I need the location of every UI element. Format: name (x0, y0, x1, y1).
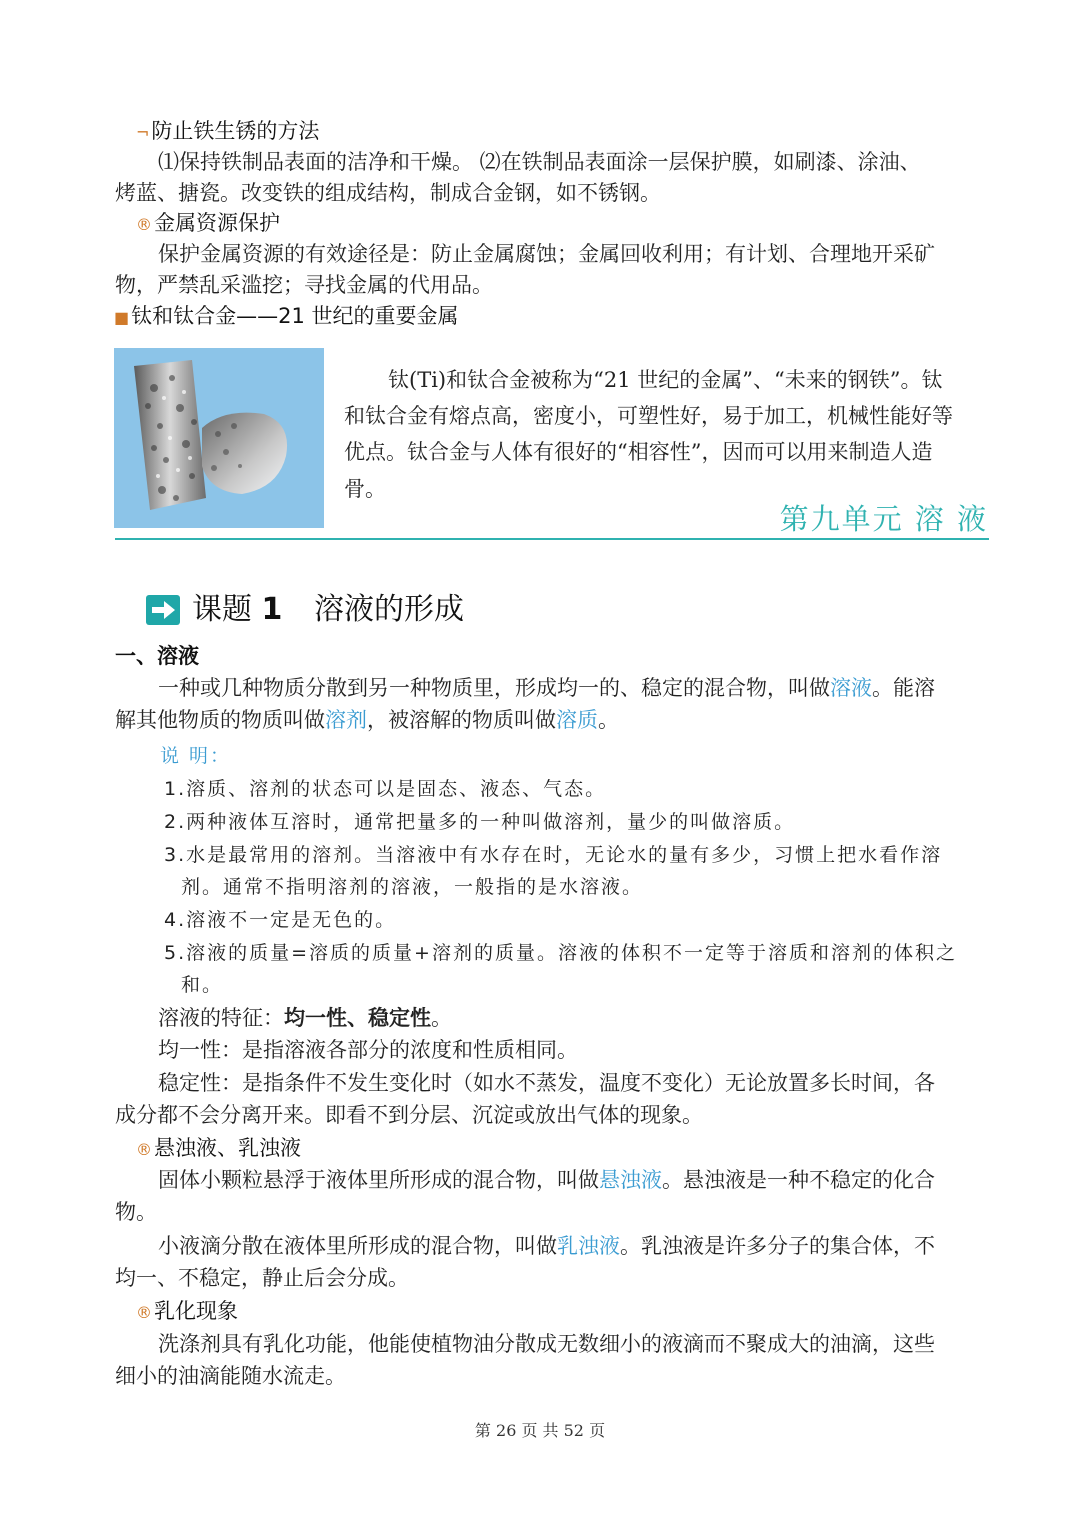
emulsify-line-1: 洗涤剂具有乳化功能，他能使植物油分散成无数细小的液滴而不聚成大的油滴，这些 (158, 1332, 935, 1356)
metal-protection-heading (136, 208, 280, 240)
stable-line-2: 成分都不会分离开来。即看不到分层、沉淀或放出气体的现象。 (115, 1103, 703, 1127)
section-marker: ® (136, 1140, 152, 1159)
suspension-text: 固体小颗粒悬浮于液体里所形成的混合物，叫做 (158, 1168, 599, 1192)
definition-line-2 (115, 704, 619, 736)
term-solvent: 溶剂 (325, 708, 367, 732)
suspension-line-1 (158, 1164, 935, 1196)
emulsify-heading (136, 1296, 238, 1328)
lesson-title (192, 588, 464, 632)
unit-divider (115, 538, 989, 540)
suspension-heading (136, 1133, 301, 1165)
term-emulsion: 乳浊液 (557, 1234, 620, 1258)
metal-protection-title: 金属资源保护 (154, 211, 280, 235)
section-marker: ® (136, 1303, 152, 1322)
emulsify-line-2: 细小的油滴能随水流走。 (115, 1364, 346, 1388)
section-marker: ® (136, 215, 152, 234)
suspension-line-2: 物。 (115, 1200, 157, 1224)
emulsion-text: 小液滴分散在液体里所形成的混合物，叫做 (158, 1234, 557, 1258)
suspension-text: 。悬浊液是一种不稳定的化合 (662, 1168, 935, 1192)
definition-line-1 (158, 672, 935, 704)
note-3a: 3.水是最常用的溶剂。当溶液中有水存在时，无论水的量有多少，习惯上把水看作溶 (164, 844, 943, 866)
feature-value: 均一性、稳定性 (284, 1006, 431, 1030)
note-label: 说 明： (160, 745, 232, 767)
rust-line-1: ⑴保持铁制品表面的洁净和干燥。 ⑵在铁制品表面涂一层保护膜，如刷漆、涂油、 (158, 150, 921, 174)
definition-text: ，被溶解的物质叫做 (367, 708, 556, 732)
section-marker: ■ (114, 308, 130, 327)
definition-text: 解其他物质的物质叫做 (115, 708, 325, 732)
titanium-sample-photo (114, 348, 324, 528)
note-5b: 和。 (181, 974, 224, 996)
term-solution: 溶液 (830, 676, 872, 700)
note-2: 2.两种液体互溶时，通常把量多的一种叫做溶剂，量少的叫做溶质。 (164, 811, 796, 833)
emulsify-title: 乳化现象 (154, 1299, 238, 1323)
rust-line-2: 烤蓝、搪瓷。改变铁的组成结构，制成合金钢，如不锈钢。 (115, 181, 661, 205)
lesson-name: 溶液的形成 (313, 592, 464, 627)
feature-line (158, 1002, 452, 1034)
note-3b: 剂。通常不指明溶剂的溶液，一般指的是水溶液。 (181, 876, 644, 898)
titanium-line-1: 钛(Ti)和钛合金被称为“21 世纪的金属”、“未来的钢铁”。钛 (388, 368, 943, 392)
feature-end: 。 (431, 1006, 452, 1030)
protect-line-1: 保护金属资源的有效途径是：防止金属腐蚀；金属回收利用；有计划、合理地开采矿 (158, 242, 935, 266)
rust-prevention-heading (136, 116, 319, 148)
emulsion-line-1 (158, 1230, 935, 1262)
titanium-heading (114, 301, 459, 333)
feature-label: 溶液的特征： (158, 1006, 284, 1030)
uniform-line: 均一性：是指溶液各部分的浓度和性质相同。 (158, 1038, 578, 1062)
lesson-number: 1 (261, 592, 283, 627)
suspension-title: 悬浊液、乳浊液 (154, 1136, 301, 1160)
titanium-line-2: 和钛合金有熔点高，密度小，可塑性好，易于加工，机械性能好等 (344, 404, 953, 428)
part1-title: 一、溶液 (115, 644, 199, 668)
emulsion-text: 。乳浊液是许多分子的集合体，不 (620, 1234, 935, 1258)
note-4: 4.溶液不一定是无色的。 (164, 909, 397, 931)
definition-text: 。能溶 (872, 676, 935, 700)
lesson-label: 课题 (192, 592, 252, 627)
term-suspension: 悬浊液 (599, 1168, 662, 1192)
unit-title: 第九单元 溶 液 (779, 502, 988, 536)
definition-text: 一种或几种物质分散到另一种物质里，形成均一的、稳定的混合物，叫做 (158, 676, 830, 700)
titanium-line-3: 优点。钛合金与人体有很好的“相容性”，因而可以用来制造人造 (344, 440, 933, 464)
rust-prevention-title: 防止铁生锈的方法 (151, 119, 320, 143)
page-footer: 第 26 页 共 52 页 (474, 1421, 606, 1440)
arrow-right-icon (146, 595, 180, 625)
term-solute: 溶质 (556, 708, 598, 732)
definition-text: 。 (598, 708, 619, 732)
section-marker: ¬ (136, 123, 150, 142)
titanium-title: 钛和钛合金——21 世纪的重要金属 (131, 304, 459, 328)
titanium-line-4: 骨。 (344, 477, 386, 501)
note-1: 1.溶质、溶剂的状态可以是固态、液态、气态。 (164, 778, 607, 800)
emulsion-line-2: 均一、不稳定，静止后会分成。 (115, 1266, 409, 1290)
stable-line-1: 稳定性：是指条件不发生变化时（如水不蒸发，温度不变化）无论放置多长时间，各 (158, 1071, 935, 1095)
protect-line-2: 物，严禁乱采滥挖；寻找金属的代用品。 (115, 273, 493, 297)
note-5a: 5.溶液的质量=溶质的质量+溶剂的质量。溶液的体积不一定等于溶质和溶剂的体积之 (164, 942, 957, 964)
